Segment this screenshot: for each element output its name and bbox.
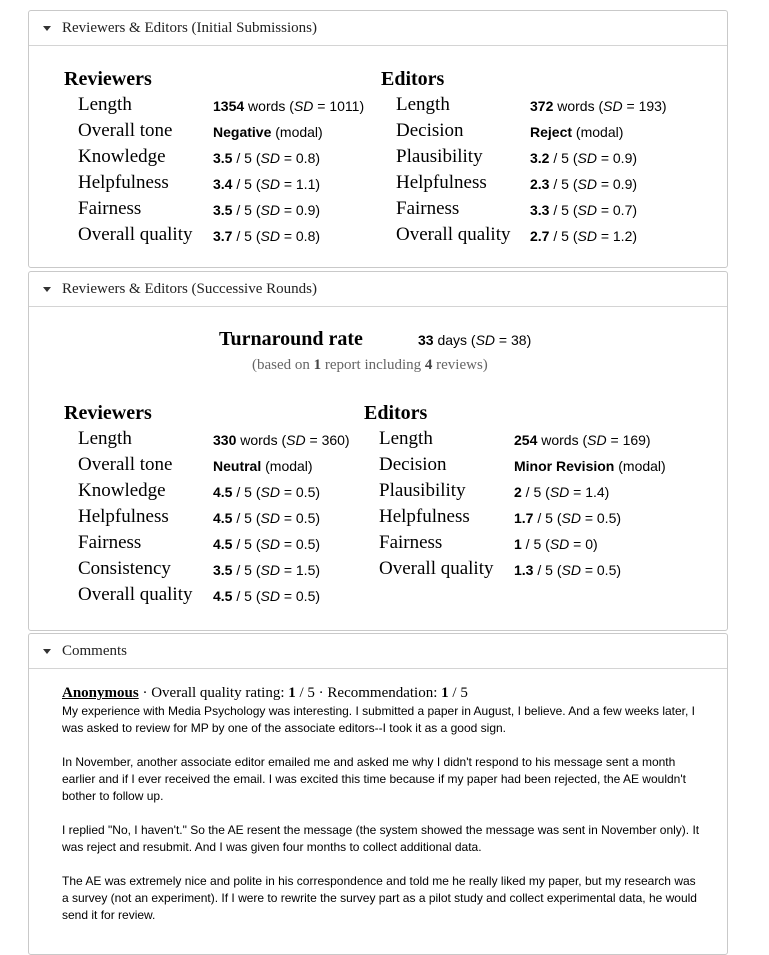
comments-title: Comments	[62, 642, 128, 659]
initial-editor-stat-label: Length	[396, 94, 450, 115]
successive-reviewer-stat-sd-value: = 1.5)	[279, 562, 321, 578]
initial-reviewer-stat-sd-label: SD	[260, 176, 280, 192]
initial-editor-stat-unit: (modal)	[572, 124, 624, 140]
initial-reviewer-stat-label: Length	[78, 94, 132, 115]
initial-editors-heading: Editors	[381, 68, 445, 90]
initial-reviewer-stat-unit: / 5 (	[232, 176, 261, 192]
comments-header[interactable]	[29, 634, 727, 669]
initial-reviewers-heading: Reviewers	[64, 68, 152, 90]
successive-reviewer-stat-label: Knowledge	[78, 480, 166, 501]
basis-report-count: 1	[313, 357, 322, 373]
initial-editor-stat-sd-value: = 0.9)	[596, 150, 638, 166]
successive-reviewer-stat-value	[213, 432, 350, 448]
initial-editor-stat-sd-value: = 0.7)	[596, 202, 638, 218]
successive-reviewer-stat-unit: / 5 (	[232, 536, 261, 552]
initial-editor-stat-sd-label: SD	[577, 228, 597, 244]
initial-reviewer-stat-sd-label: SD	[260, 228, 280, 244]
successive-reviewer-stat-unit: / 5 (	[232, 588, 261, 604]
initial-reviewer-stat-number: 3.4	[213, 176, 233, 192]
initial-editor-stat-label: Decision	[396, 120, 464, 141]
successive-editors-heading: Editors	[364, 402, 428, 424]
comment-paragraph: My experience with Media Psychology was interesting. I submitted a paper in August, I believe. And a few weeks later, I was asked to review for MP by one of the associate editors--I took it as a good sign.	[62, 704, 695, 735]
successive-editor-stat-sd-value: = 0)	[569, 536, 598, 552]
initial-reviewer-stat-number: 3.7	[213, 228, 233, 244]
successive-reviewer-stat-label: Helpfulness	[78, 506, 169, 527]
initial-editor-stat-sd-label: SD	[577, 150, 597, 166]
initial-editor-stat-number: Reject	[530, 124, 573, 140]
successive-reviewer-stat-unit: / 5 (	[232, 562, 261, 578]
successive-editor-stat-value	[514, 484, 609, 500]
successive-editor-stat-label: Length	[379, 428, 433, 449]
comment-meta	[62, 685, 702, 702]
initial-reviewer-stat-number: 3.5	[213, 202, 233, 218]
initial-reviewer-stat-unit: words (	[244, 98, 294, 114]
successive-editor-stat-label: Helpfulness	[379, 506, 470, 527]
initial-submissions-panel	[28, 10, 728, 268]
turnaround-value	[418, 332, 531, 348]
successive-editor-stat-unit: words (	[537, 432, 588, 448]
recommendation-value: 1	[441, 685, 449, 701]
initial-reviewer-stat-sd-value: = 0.8)	[279, 228, 321, 244]
initial-editor-stat-number: 2.7	[530, 228, 550, 244]
initial-editor-stat-number: 2.3	[530, 176, 550, 192]
successive-editor-stat-label: Overall quality	[379, 558, 494, 579]
successive-reviewer-stat-value	[213, 484, 320, 500]
initial-reviewer-stat-value	[213, 202, 320, 218]
successive-reviewer-stat-number: 4.5	[213, 484, 233, 500]
successive-editor-stat-value	[514, 510, 621, 526]
successive-editor-stat-sd-label: SD	[549, 536, 570, 552]
successive-reviewer-stat-sd-label: SD	[260, 588, 280, 604]
initial-editor-stat-value	[530, 228, 637, 244]
successive-reviewer-stat-value	[213, 562, 320, 578]
turnaround-basis	[252, 357, 488, 374]
initial-editor-stat-value	[530, 176, 637, 192]
initial-editor-stat-value	[530, 150, 637, 166]
successive-reviewer-stat-sd-label: SD	[260, 484, 280, 500]
basis-text: report including	[321, 357, 425, 373]
successive-editor-stat-sd-label: SD	[549, 484, 570, 500]
successive-editor-stat-unit: / 5 (	[521, 536, 550, 552]
successive-reviewer-stat-sd-value: = 0.5)	[279, 510, 321, 526]
initial-reviewer-stat-sd-label: SD	[260, 202, 280, 218]
turnaround-unit: days (	[433, 332, 476, 348]
turnaround-label: Turnaround rate	[219, 328, 363, 350]
successive-reviewer-stat-sd-label: SD	[260, 510, 280, 526]
successive-editor-stat-number: Minor Revision	[514, 458, 615, 474]
quality-rating-label: Overall quality rating:	[151, 685, 289, 701]
quality-rating-value: 1	[288, 685, 296, 701]
comment-paragraph: In November, another associate editor emailed me and asked me why I didn't respond to his message sent a month earlier and if I ever received the email. I was excited this time because if my paper had been rejected, the AE wouldn't bother to follow up.	[62, 755, 686, 803]
successive-editor-stat-sd-value: = 0.5)	[580, 510, 622, 526]
initial-editor-stat-sd-value: = 0.9)	[596, 176, 638, 192]
successive-reviewer-stat-sd-label: SD	[260, 562, 280, 578]
initial-reviewer-stat-label: Overall quality	[78, 224, 193, 245]
successive-editor-stat-value	[514, 458, 666, 474]
initial-editor-stat-unit: / 5 (	[549, 228, 578, 244]
successive-editor-stat-sd-label: SD	[561, 562, 581, 578]
initial-editor-stat-label: Helpfulness	[396, 172, 487, 193]
successive-reviewer-stat-sd-value: = 360)	[305, 432, 350, 448]
successive-editor-stat-sd-label: SD	[561, 510, 581, 526]
initial-editor-stat-sd-value: = 1.2)	[596, 228, 638, 244]
successive-reviewer-stat-number: 4.5	[213, 588, 233, 604]
comment-paragraph: The AE was extremely nice and polite in his correspondence and told me he really liked my paper, but my research was a survey (not an experiment). If I were to rewrite the survey part as a pilot study and collect experimental data, he would send it for review.	[62, 874, 697, 922]
successive-editor-stat-label: Plausibility	[379, 480, 466, 501]
comments-panel	[28, 633, 728, 955]
initial-reviewer-stat-sd-value: = 1.1)	[279, 176, 321, 192]
successive-rounds-panel	[28, 271, 728, 631]
successive-editor-stat-label: Fairness	[379, 532, 443, 553]
successive-reviewer-stat-value	[213, 458, 313, 474]
initial-reviewer-stat-value	[213, 228, 320, 244]
initial-reviewer-stat-value	[213, 176, 320, 192]
initial-editor-stat-sd-label: SD	[577, 176, 597, 192]
initial-reviewer-stat-label: Knowledge	[78, 146, 166, 167]
quality-rating-scale: / 5	[295, 685, 315, 701]
successive-reviewer-stat-label: Consistency	[78, 558, 171, 579]
initial-editor-stat-sd-value: = 193)	[622, 98, 667, 114]
successive-editor-stat-unit: / 5 (	[533, 562, 562, 578]
successive-editor-stat-number: 254	[514, 432, 538, 448]
successive-reviewer-stat-number: 3.5	[213, 562, 233, 578]
initial-reviewer-stat-sd-value: = 1011)	[313, 98, 365, 114]
initial-reviewer-stat-unit: / 5 (	[232, 150, 261, 166]
basis-review-count: 4	[424, 357, 433, 373]
successive-editor-stat-unit: / 5 (	[533, 510, 562, 526]
turnaround-sd-label: SD	[475, 332, 496, 348]
initial-editor-stat-value	[530, 124, 623, 140]
successive-editor-stat-value	[514, 432, 651, 448]
initial-reviewer-stat-sd-label: SD	[260, 150, 280, 166]
initial-reviewer-stat-number: 3.5	[213, 150, 233, 166]
initial-reviewer-stat-label: Fairness	[78, 198, 142, 219]
successive-reviewer-stat-label: Fairness	[78, 532, 142, 553]
initial-reviewer-stat-number: Negative	[213, 124, 272, 140]
initial-reviewer-stat-sd-value: = 0.8)	[279, 150, 321, 166]
successive-editor-stat-number: 2	[514, 484, 522, 500]
successive-rounds-title: Reviewers & Editors (Successive Rounds)	[62, 280, 317, 297]
initial-reviewer-stat-number: 1354	[213, 98, 245, 114]
initial-reviewer-stat-unit: / 5 (	[232, 202, 261, 218]
initial-editor-stat-unit: words (	[553, 98, 604, 114]
successive-reviewer-stat-sd-value: = 0.5)	[279, 484, 321, 500]
successive-editor-stat-unit: / 5 (	[521, 484, 550, 500]
turnaround-sd-value: = 38)	[495, 332, 532, 348]
initial-editor-stat-label: Overall quality	[396, 224, 511, 245]
comment-author-link[interactable]: Anonymous	[62, 685, 139, 701]
successive-reviewer-stat-label: Overall quality	[78, 584, 193, 605]
successive-reviewers-heading: Reviewers	[64, 402, 152, 424]
successive-reviewer-stat-sd-value: = 0.5)	[279, 588, 321, 604]
comment-entry	[29, 669, 702, 924]
initial-submissions-header[interactable]	[29, 11, 727, 46]
collapse-triangle-icon[interactable]	[43, 287, 51, 292]
initial-editor-stat-value	[530, 98, 667, 114]
successive-reviewer-stat-unit: (modal)	[261, 458, 313, 474]
recommendation-scale: / 5	[448, 685, 468, 701]
successive-editor-stat-number: 1	[514, 536, 522, 552]
initial-reviewer-stat-label: Helpfulness	[78, 172, 169, 193]
initial-editor-stat-number: 372	[530, 98, 554, 114]
successive-reviewer-stat-number: 4.5	[213, 536, 233, 552]
initial-reviewer-stat-value	[213, 98, 364, 114]
successive-stats	[29, 307, 727, 629]
comment-body	[62, 703, 702, 924]
initial-editor-stat-number: 3.3	[530, 202, 550, 218]
initial-editor-stat-sd-label: SD	[577, 202, 597, 218]
initial-editor-stat-unit: / 5 (	[549, 176, 578, 192]
initial-editor-stat-sd-label: SD	[603, 98, 623, 114]
initial-editor-stat-number: 3.2	[530, 150, 550, 166]
initial-reviewer-stat-unit: (modal)	[271, 124, 323, 140]
basis-text: reviews)	[432, 357, 488, 373]
successive-editor-stat-value	[514, 536, 598, 552]
successive-reviewer-stat-unit: / 5 (	[232, 484, 261, 500]
basis-text: (based on	[252, 357, 314, 373]
initial-editor-stat-label: Plausibility	[396, 146, 483, 167]
successive-editor-stat-sd-value: = 1.4)	[569, 484, 610, 500]
collapse-triangle-icon[interactable]	[43, 649, 51, 654]
successive-reviewer-stat-number: 4.5	[213, 510, 233, 526]
successive-reviewer-stat-value	[213, 510, 320, 526]
initial-reviewer-stat-value	[213, 150, 320, 166]
successive-editor-stat-unit: (modal)	[614, 458, 666, 474]
successive-editor-stat-sd-value: = 169)	[606, 432, 651, 448]
successive-reviewer-stat-sd-label: SD	[286, 432, 306, 448]
successive-editor-stat-number: 1.3	[514, 562, 534, 578]
initial-editor-stat-unit: / 5 (	[549, 150, 578, 166]
successive-reviewer-stat-label: Overall tone	[78, 454, 173, 475]
successive-reviewer-stat-label: Length	[78, 428, 132, 449]
initial-submissions-title: Reviewers & Editors (Initial Submissions)	[62, 19, 317, 36]
initial-editor-stat-value	[530, 202, 637, 218]
successive-editor-stat-sd-value: = 0.5)	[580, 562, 622, 578]
initial-reviewer-stat-sd-label: SD	[293, 98, 314, 114]
initial-editor-stat-unit: / 5 (	[549, 202, 578, 218]
initial-stats	[29, 46, 727, 266]
successive-editor-stat-value	[514, 562, 621, 578]
initial-reviewer-stat-label: Overall tone	[78, 120, 173, 141]
collapse-triangle-icon[interactable]	[43, 26, 51, 31]
comment-paragraph: I replied "No, I haven't." So the AE resent the message (the system showed the message was sent in November only). It was reject and resubmit. And I was given four months to collect additional data.	[62, 823, 700, 854]
successive-editor-stat-label: Decision	[379, 454, 447, 475]
successive-reviewer-stat-sd-value: = 0.5)	[279, 536, 321, 552]
initial-reviewer-stat-sd-value: = 0.9)	[279, 202, 321, 218]
initial-reviewer-stat-unit: / 5 (	[232, 228, 261, 244]
recommendation-label: Recommendation:	[327, 685, 442, 701]
successive-reviewer-stat-sd-label: SD	[260, 536, 280, 552]
successive-reviewer-stat-number: Neutral	[213, 458, 262, 474]
successive-editor-stat-sd-label: SD	[587, 432, 607, 448]
turnaround-days: 33	[418, 332, 434, 348]
separator-dot: ·	[138, 685, 152, 701]
successive-reviewer-stat-number: 330	[213, 432, 237, 448]
initial-editor-stat-label: Fairness	[396, 198, 460, 219]
successive-reviewer-stat-unit: words (	[236, 432, 287, 448]
initial-reviewer-stat-value	[213, 124, 323, 140]
successive-editor-stat-number: 1.7	[514, 510, 534, 526]
successive-reviewer-stat-unit: / 5 (	[232, 510, 261, 526]
successive-rounds-header[interactable]	[29, 272, 727, 307]
successive-reviewer-stat-value	[213, 588, 320, 604]
separator-dot: ·	[314, 685, 328, 701]
successive-reviewer-stat-value	[213, 536, 320, 552]
